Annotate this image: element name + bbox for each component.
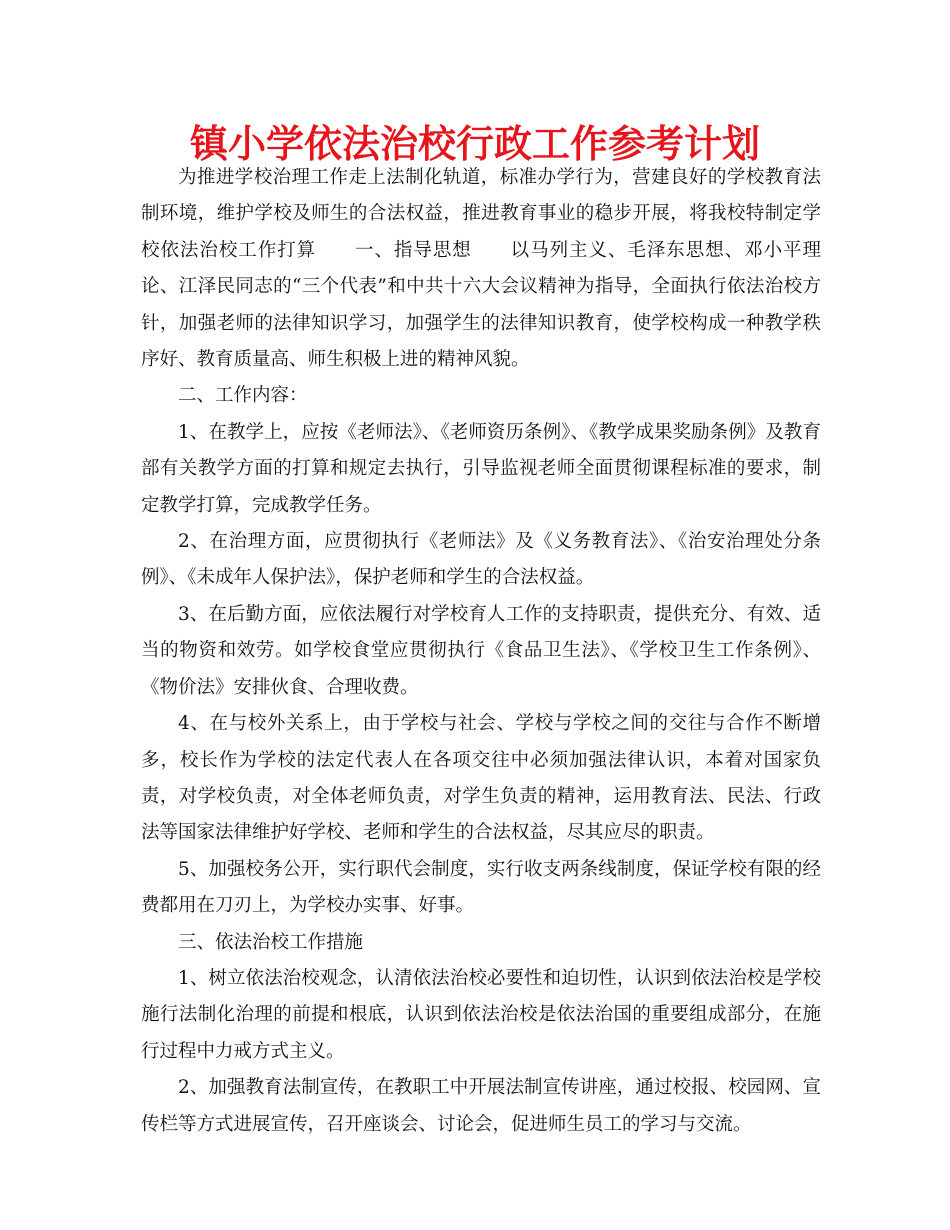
document-body [141, 160, 821, 1143]
section-heading-work-content: 二、工作内容： [178, 385, 308, 407]
paragraph-item-logistics: 3、在后勤方面，应依法履行对学校育人工作的支持职责，提供充分、有效、适当的物资和效劳。如学校食堂应贯彻执行《食品卫生法》、《学校卫生工作条例》、《物价法》安排伙食、合理收费。 [141, 603, 821, 698]
paragraph-item-external-relations: 4、在与校外关系上，由于学校与社会、学校与学校之间的交往与合作不断增多，校长作为学校的法定代表人在各项交往中必须加强法律认识，本着对国家负责，对学校负责，对全体老师负责，对学生负责的精神，运用教育法、民法、行政法等国家法律维护好学校、老师和学生的合法权益，尽其应尽的职责。 [141, 713, 821, 844]
section-heading-measures: 三、依法治校工作措施 [178, 931, 364, 953]
paragraph-item-management: 2、在治理方面，应贯彻执行《老师法》及《义务教育法》、《治安治理处分条例》、《未成年人保护法》，保护老师和学生的合法权益。 [141, 531, 821, 589]
paragraph-measure-publicity: 2、加强教育法制宣传，在教职工中开展法制宣传讲座，通过校报、校园网、宣传栏等方式进展宣传，召开座谈会、讨论会，促进师生员工的学习与交流。 [141, 1077, 821, 1135]
paragraph-item-teaching: 1、在教学上，应按《老师法》、《老师资历条例》、《教学成果奖励条例》及教育部有关教学方面的打算和规定去执行，引导监视老师全面贯彻课程标准的要求，制定教学打算，完成教学任务。 [141, 421, 821, 516]
paragraph-item-transparency: 5、加强校务公开，实行职代会制度，实行收支两条线制度，保证学校有限的经费都用在刀刃上，为学校办实事、好事。 [141, 858, 821, 917]
paragraph-measure-concept: 1、树立依法治校观念，认清依法治校必要性和迫切性，认识到依法治校是学校施行法制化治理的前提和根底，认识到依法治校是依法治国的重要组成部分，在施行过程中力戒方式主义。 [141, 967, 821, 1062]
paragraph-intro: 为推进学校治理工作走上法制化轨道，标准办学行为，营建良好的学校教育法制环境，维护学校及师生的合法权益，推进教育事业的稳步开展，将我校特制定学校依法治校工作打算 一、指导思想 以马列主义、毛泽东思想、邓小平理论、江泽民同志的“三个代表”和中共十六大会议精神为指导，全面执行依法治校方针，加强老师的法律知识学习，加强学生的法律知识教育，使学校构成一种教学秩序好、教育质量高、师生积极上进的精神风貌。 [141, 167, 821, 371]
document-title: 镇小学依法治校行政工作参考计划 [189, 122, 760, 166]
